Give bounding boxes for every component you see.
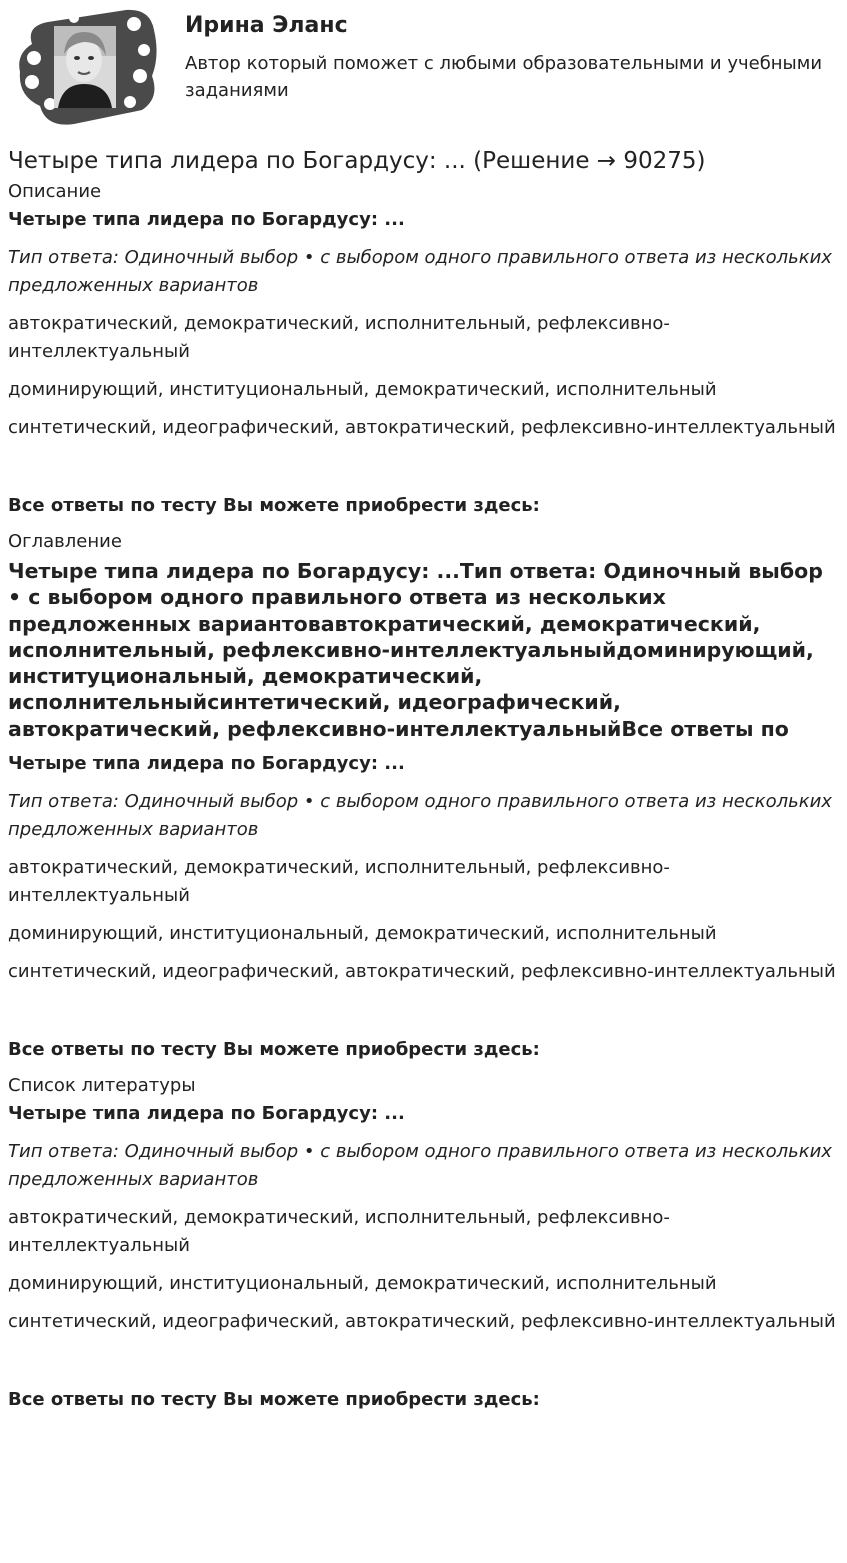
description-section	[8, 180, 839, 518]
answer-option: доминирующий, институциональный, демократический, исполнительный	[8, 379, 717, 400]
answer-type: Тип ответа: Одиночный выбор • с выбором одного правильного ответа из нескольких предложенных вариантов	[8, 247, 832, 296]
author-info	[185, 12, 825, 104]
author-block	[8, 0, 839, 140]
answer-option: синтетический, идеографический, автократический, рефлексивно-интеллектуальный	[8, 961, 836, 983]
page-title: Четыре типа лидера по Богардусу: ... (Решение → 90275)	[8, 148, 706, 174]
question-title: Четыре типа лидера по Богардусу: ...	[8, 1103, 405, 1125]
toc-text: Четыре типа лидера по Богардусу: ...Тип ответа: Одиночный выбор • с выбором одного правильного ответа из нескольких предложенных вариантовавтократический, демократический, исполнительный, рефлексивно-интеллектуальныйдоминирующий, институциональный, демократический, исполнительныйсинтетический, идеографический, автократический, рефлексивно-интеллектуальныйВсе ответы по	[8, 559, 823, 741]
answer-option: автократический, демократический, исполнительный, рефлексивно-интеллектуальный	[8, 1207, 670, 1257]
answer-option: автократический, демократический, исполнительный, рефлексивно-интеллектуальный	[8, 313, 670, 362]
buy-answers-text: Все ответы по тесту Вы можете приобрести здесь:	[8, 1039, 540, 1061]
answer-type: Тип ответа: Одиночный выбор • с выбором одного правильного ответа из нескольких предложенных вариантов	[8, 791, 832, 841]
answer-option: доминирующий, институциональный, демократический, исполнительный	[8, 923, 717, 945]
literature-section	[8, 1074, 839, 1412]
question-title: Четыре типа лидера по Богардусу: ...	[8, 209, 405, 230]
buy-answers-text: Все ответы по тесту Вы можете приобрести здесь:	[8, 495, 540, 516]
section-label-toc: Оглавление	[8, 531, 122, 552]
question-title: Четыре типа лидера по Богардусу: ...	[8, 753, 405, 775]
answer-option: доминирующий, институциональный, демократический, исполнительный	[8, 1273, 717, 1295]
answer-type: Тип ответа: Одиночный выбор • с выбором одного правильного ответа из нескольких предложенных вариантов	[8, 1141, 832, 1191]
answer-option: синтетический, идеографический, автократический, рефлексивно-интеллектуальный	[8, 1311, 836, 1333]
toc-section	[8, 530, 839, 1062]
answer-option: синтетический, идеографический, автократический, рефлексивно-интеллектуальный	[8, 417, 836, 438]
answer-option: автократический, демократический, исполнительный, рефлексивно-интеллектуальный	[8, 857, 670, 907]
section-label-description: Описание	[8, 181, 102, 202]
buy-answers-text: Все ответы по тесту Вы можете приобрести здесь:	[8, 1389, 540, 1411]
section-label-literature: Список литературы	[8, 1075, 196, 1097]
author-description: Автор который поможет с любыми образовательными и учебными заданиями	[185, 53, 823, 101]
author-avatar	[14, 6, 160, 128]
author-name: Ирина Эланс	[185, 13, 348, 38]
